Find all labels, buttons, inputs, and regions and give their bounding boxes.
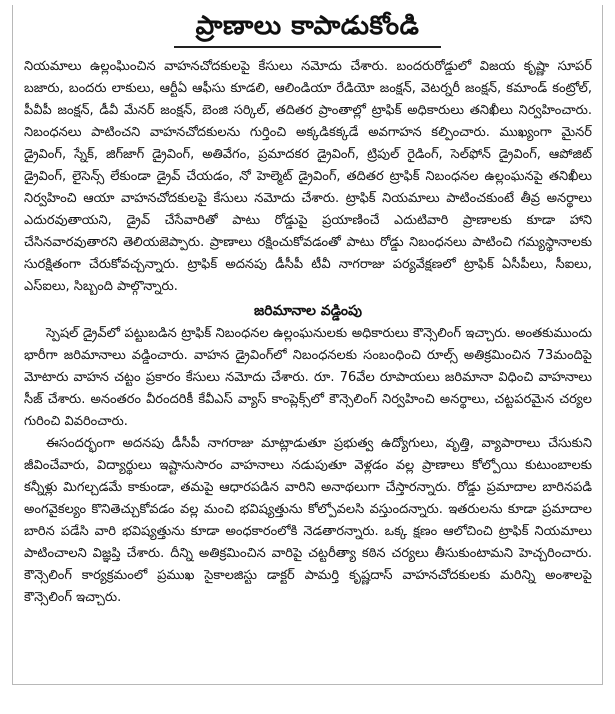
news-clipping [12, 5, 603, 685]
paragraph-3: ఈసందర్భంగా అదనపు డీసీపీ నాగరాజు మాట్లాడుతూ ప్రభుత్వ ఉద్యోగులు, వృత్తి, వ్యాపారాలు చేసుకుని జీవించేవారు, విద్యార్థులు ఇష్టానుసారం వాహనాలు నడుపుతూ వెళ్లడం వల్ల ప్రాణాలు కోల్పోయి కుటుంబాలకు కన్నీళ్లు మిగల్చడమే కాకుండా, తమపై ఆధారపడిన వారిని అనాథలుగా చేస్తారన్నారు. రోడ్డు ప్రమాదాల బారినపడి అంగవైకల్యం కొనితెచ్చుకోవడం వల్ల మంచి భవిష్యత్తును కోల్పోవలసి వస్తుందన్నారు. ఇతరులను కూడా ప్రమాదాల బారిన పడేసి వారి భవిష్యత్తును కూడా అంధకారంలోకి నెడతారన్నారు. ఒక్క క్షణం ఆలోచించి ట్రాఫిక్ నియమాలు పాటించాలని విజ్ఞప్తి చేశారు. దీన్ని అతిక్రమించిన వారిపై చట్టరీత్యా కఠిన చర్యలు తీసుకుంటామని హెచ్చరించారు. కౌన్సెలింగ్ కార్యక్రమంలో ప్రముఖ సైకాలజిస్టు డాక్టర్ పామర్తి కృష్ణదాస్ వాహనచోదకులకు మరిన్ని అంశాలపై కౌన్సెలింగ్ ఇచ్చారు. [24, 436, 592, 605]
headline: ప్రాణాలు కాపాడుకోండి [174, 9, 442, 48]
paragraph-2: స్పెషల్ డ్రైవ్‌లో పట్టుబడిన ట్రాఫిక్ నిబంధనల ఉల్లంఘనులకు అధికారులు కౌన్సెలింగ్ ఇచ్చారు. అంతకుముందు భారీగా జరిమానాలు వడ్డించారు. వాహన డ్రైవింగ్‌లో నిబంధనలకు సంబంధించి రూల్స్ అతిక్రమించిన 73మందిపై మోటారు వాహన చట్టం ప్రకారం కేసులు నమోదు చేశారు. రూ. 76వేల రూపాయలు జరిమానా విధించి వాహనాలు సీజ్ చేశారు. అనంతరం వీరందరికీ కేవీఎస్ వ్యాస్ కాంప్లెక్స్‌లో కౌన్సెలింగ్ నిర్వహించి అనర్థాలు, చట్టపరమైన చర్యల గురించి వివరించారు. [24, 326, 592, 429]
subheading: జరిమానాల వడ్డింపు [254, 303, 362, 319]
paragraph-1: నియమాలు ఉల్లంఘించిన వాహనచోదకులపై కేసులు నమోదు చేశారు. బందరురోడ్డులో విజయ కృష్ణా సూపర్ బజారు, బందరు లాకులు, ఆర్టీఏ ఆఫీసు కూడలి, ఆలిండియా రేడియో జంక్షన్, వెటర్నరీ జంక్షన్, కమాండ్ కంట్రోల్, పీవీపీ జంక్షన్, డీవీ మేనర్ జంక్షన్, బెంజి సర్కిల్, తదితర ప్రాంతాల్లో ట్రాఫిక్ అధికారులు తనిఖీలు నిర్వహించారు. నిబంధనలు పాటించని వాహనచోదకులను గుర్తించి అక్కడికక్కడే అవగాహన కల్పించారు. ముఖ్యంగా మైనర్ డ్రైవింగ్, స్నేక్, జిగ్‌జాగ్ డ్రైవింగ్, అతివేగం, ప్రమాదకర డ్రైవింగ్, ట్రిపుల్ రైడింగ్, సెల్‌ఫోన్ డ్రైవింగ్, ఆపోజిట్ డ్రైవింగ్, లైసెన్స్ లేకుండా డ్రైవ్ చేయడం, నో హెల్మెట్ డ్రైవింగ్, తదితర ట్రాఫిక్ నిబంధనల ఉల్లంఘనపై తనిఖీలు నిర్వహించి ఆయా వాహనచోదకులపై కేసులు నమోదు చేశారు. ట్రాఫిక్ నియమాలు పాటించకుంటే తీవ్ర అనర్థాలు ఎదురవుతాయని, డ్రైవ్ చేసేవారితో పాటు రోడ్డుపై ప్రయాణించే ఎదుటివారి ప్రాణాలకు కూడా హాని చేసినవారవుతారని తెలియజెప్పారు. ప్రాణాలు రక్షించుకోవడంతో పాటు రోడ్డు నిబంధనలు పాటించి గమ్యస్థానాలకు సురక్షితంగా చేరుకోవచ్చన్నారు. ట్రాఫిక్ అదనపు డీసీపీ టీవీ నాగరాజు పర్యవేక్షణలో ట్రాఫిక్ ఏసీపీలు, సీఐలు, ఎస్ఐలు, సిబ్బంది పాల్గొన్నారు. [24, 59, 592, 294]
article-body [13, 48, 602, 609]
headline-container [13, 5, 602, 48]
